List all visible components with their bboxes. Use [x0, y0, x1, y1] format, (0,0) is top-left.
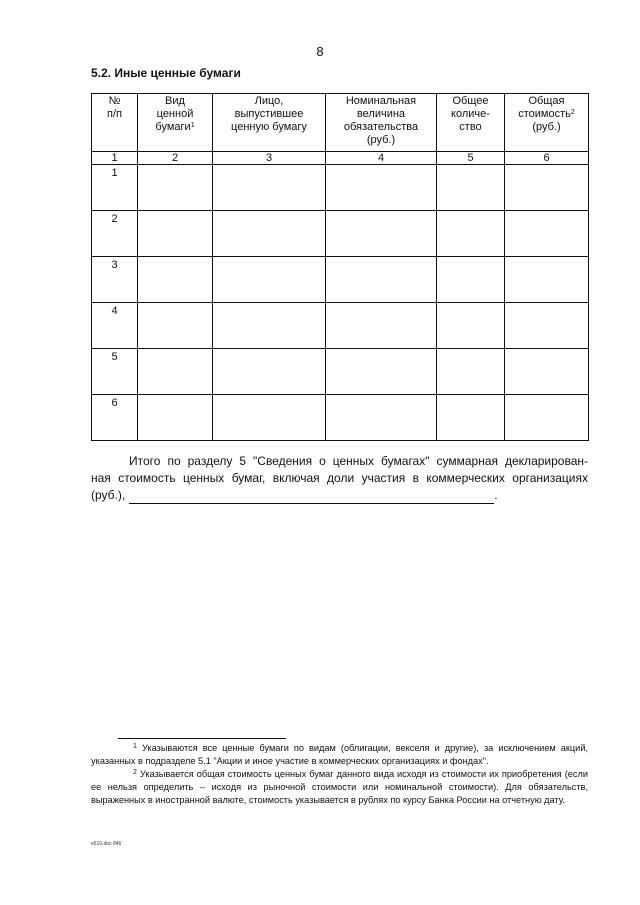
- cell-quantity: [437, 257, 505, 303]
- cell-quantity: [437, 211, 505, 257]
- header-issuer: Лицо, выпустившее ценную бумагу: [213, 94, 326, 152]
- summary-period: .: [494, 488, 498, 502]
- cell-quantity: [437, 303, 505, 349]
- cell-total-cost: [505, 165, 589, 211]
- cell-nominal: [326, 349, 437, 395]
- cell-type: [138, 257, 213, 303]
- header-nominal: Номинальная величина обязательства (руб.): [326, 94, 437, 152]
- summary-line: Итого по разделу 5 "Сведения о ценных бумагах" суммарная декларирован-: [129, 454, 588, 468]
- row-number: 5: [92, 349, 138, 395]
- table-row: [92, 349, 589, 395]
- column-number: 1: [92, 152, 138, 165]
- column-number-row: [92, 152, 589, 165]
- footnotes: [91, 742, 588, 807]
- cell-total-cost: [505, 395, 589, 441]
- row-number: 3: [92, 257, 138, 303]
- footnote-marker: 1: [133, 743, 137, 750]
- table-row: [92, 165, 589, 211]
- cell-nominal: [326, 395, 437, 441]
- summary-line: ная стоимость ценных бумаг, включая доли участия в коммерческих организациях: [91, 471, 588, 485]
- cell-quantity: [437, 165, 505, 211]
- table-row: [92, 303, 589, 349]
- cell-type: [138, 211, 213, 257]
- column-number: 3: [213, 152, 326, 165]
- footnote-divider: [118, 738, 286, 739]
- cell-total-cost: [505, 257, 589, 303]
- footnote-1: [91, 742, 588, 768]
- cell-type: [138, 303, 213, 349]
- cell-quantity: [437, 349, 505, 395]
- row-number: 1: [92, 165, 138, 211]
- table-row: [92, 211, 589, 257]
- column-number: 6: [505, 152, 589, 165]
- cell-type: [138, 165, 213, 211]
- table-header-row: [92, 94, 589, 152]
- cell-issuer: [213, 303, 326, 349]
- row-number: 4: [92, 303, 138, 349]
- document-footer-code: e510.doc 846: [91, 841, 122, 847]
- cell-issuer: [213, 257, 326, 303]
- summary-line: [91, 487, 588, 504]
- cell-type: [138, 395, 213, 441]
- section-total-summary: [91, 453, 588, 504]
- header-type: Вид ценной бумаги$^1$: [138, 94, 213, 152]
- row-number: 6: [92, 395, 138, 441]
- cell-nominal: [326, 257, 437, 303]
- footnote-2: [91, 768, 588, 807]
- cell-total-cost: [505, 211, 589, 257]
- row-number: 2: [92, 211, 138, 257]
- cell-total-cost: [505, 349, 589, 395]
- cell-nominal: [326, 303, 437, 349]
- cell-issuer: [213, 395, 326, 441]
- column-number: 2: [138, 152, 213, 165]
- total-amount-blank-field: [129, 490, 494, 504]
- summary-unit-label: (руб.),: [91, 488, 126, 502]
- page-number: 8: [316, 44, 324, 59]
- table-row: [92, 257, 589, 303]
- footnote-marker: 2: [133, 769, 137, 776]
- cell-issuer: [213, 211, 326, 257]
- header-quantity: Общее количе- ство: [437, 94, 505, 152]
- column-number: 5: [437, 152, 505, 165]
- cell-issuer: [213, 349, 326, 395]
- cell-quantity: [437, 395, 505, 441]
- cell-type: [138, 349, 213, 395]
- table-row: [92, 395, 589, 441]
- header-number: № п/п: [92, 94, 138, 152]
- section-title: 5.2. Иные ценные бумаги: [91, 66, 241, 80]
- cell-total-cost: [505, 303, 589, 349]
- column-number: 4: [326, 152, 437, 165]
- cell-issuer: [213, 165, 326, 211]
- securities-table: [91, 93, 589, 441]
- cell-nominal: [326, 165, 437, 211]
- cell-nominal: [326, 211, 437, 257]
- footnote-text: Указывается общая стоимость ценных бумаг данного вида исходя из стоимости их приобретения (если ее нельзя определить – исходя из рыночной стоимости или номинальной стоимости). Для обязательств, выраженных в иностранной валюте, стоимость указывается в рублях по курсу Банка России на отчетную дату.: [91, 769, 588, 805]
- header-total-cost: Общая стоимость$^2$ (руб.): [505, 94, 589, 152]
- footnote-text: Указываются все ценные бумаги по видам (облигации, векселя и другие), за исключением акций, указанных в подразделе 5.1 "Акции и иное участие в коммерческих организациях и фондах".: [91, 743, 588, 766]
